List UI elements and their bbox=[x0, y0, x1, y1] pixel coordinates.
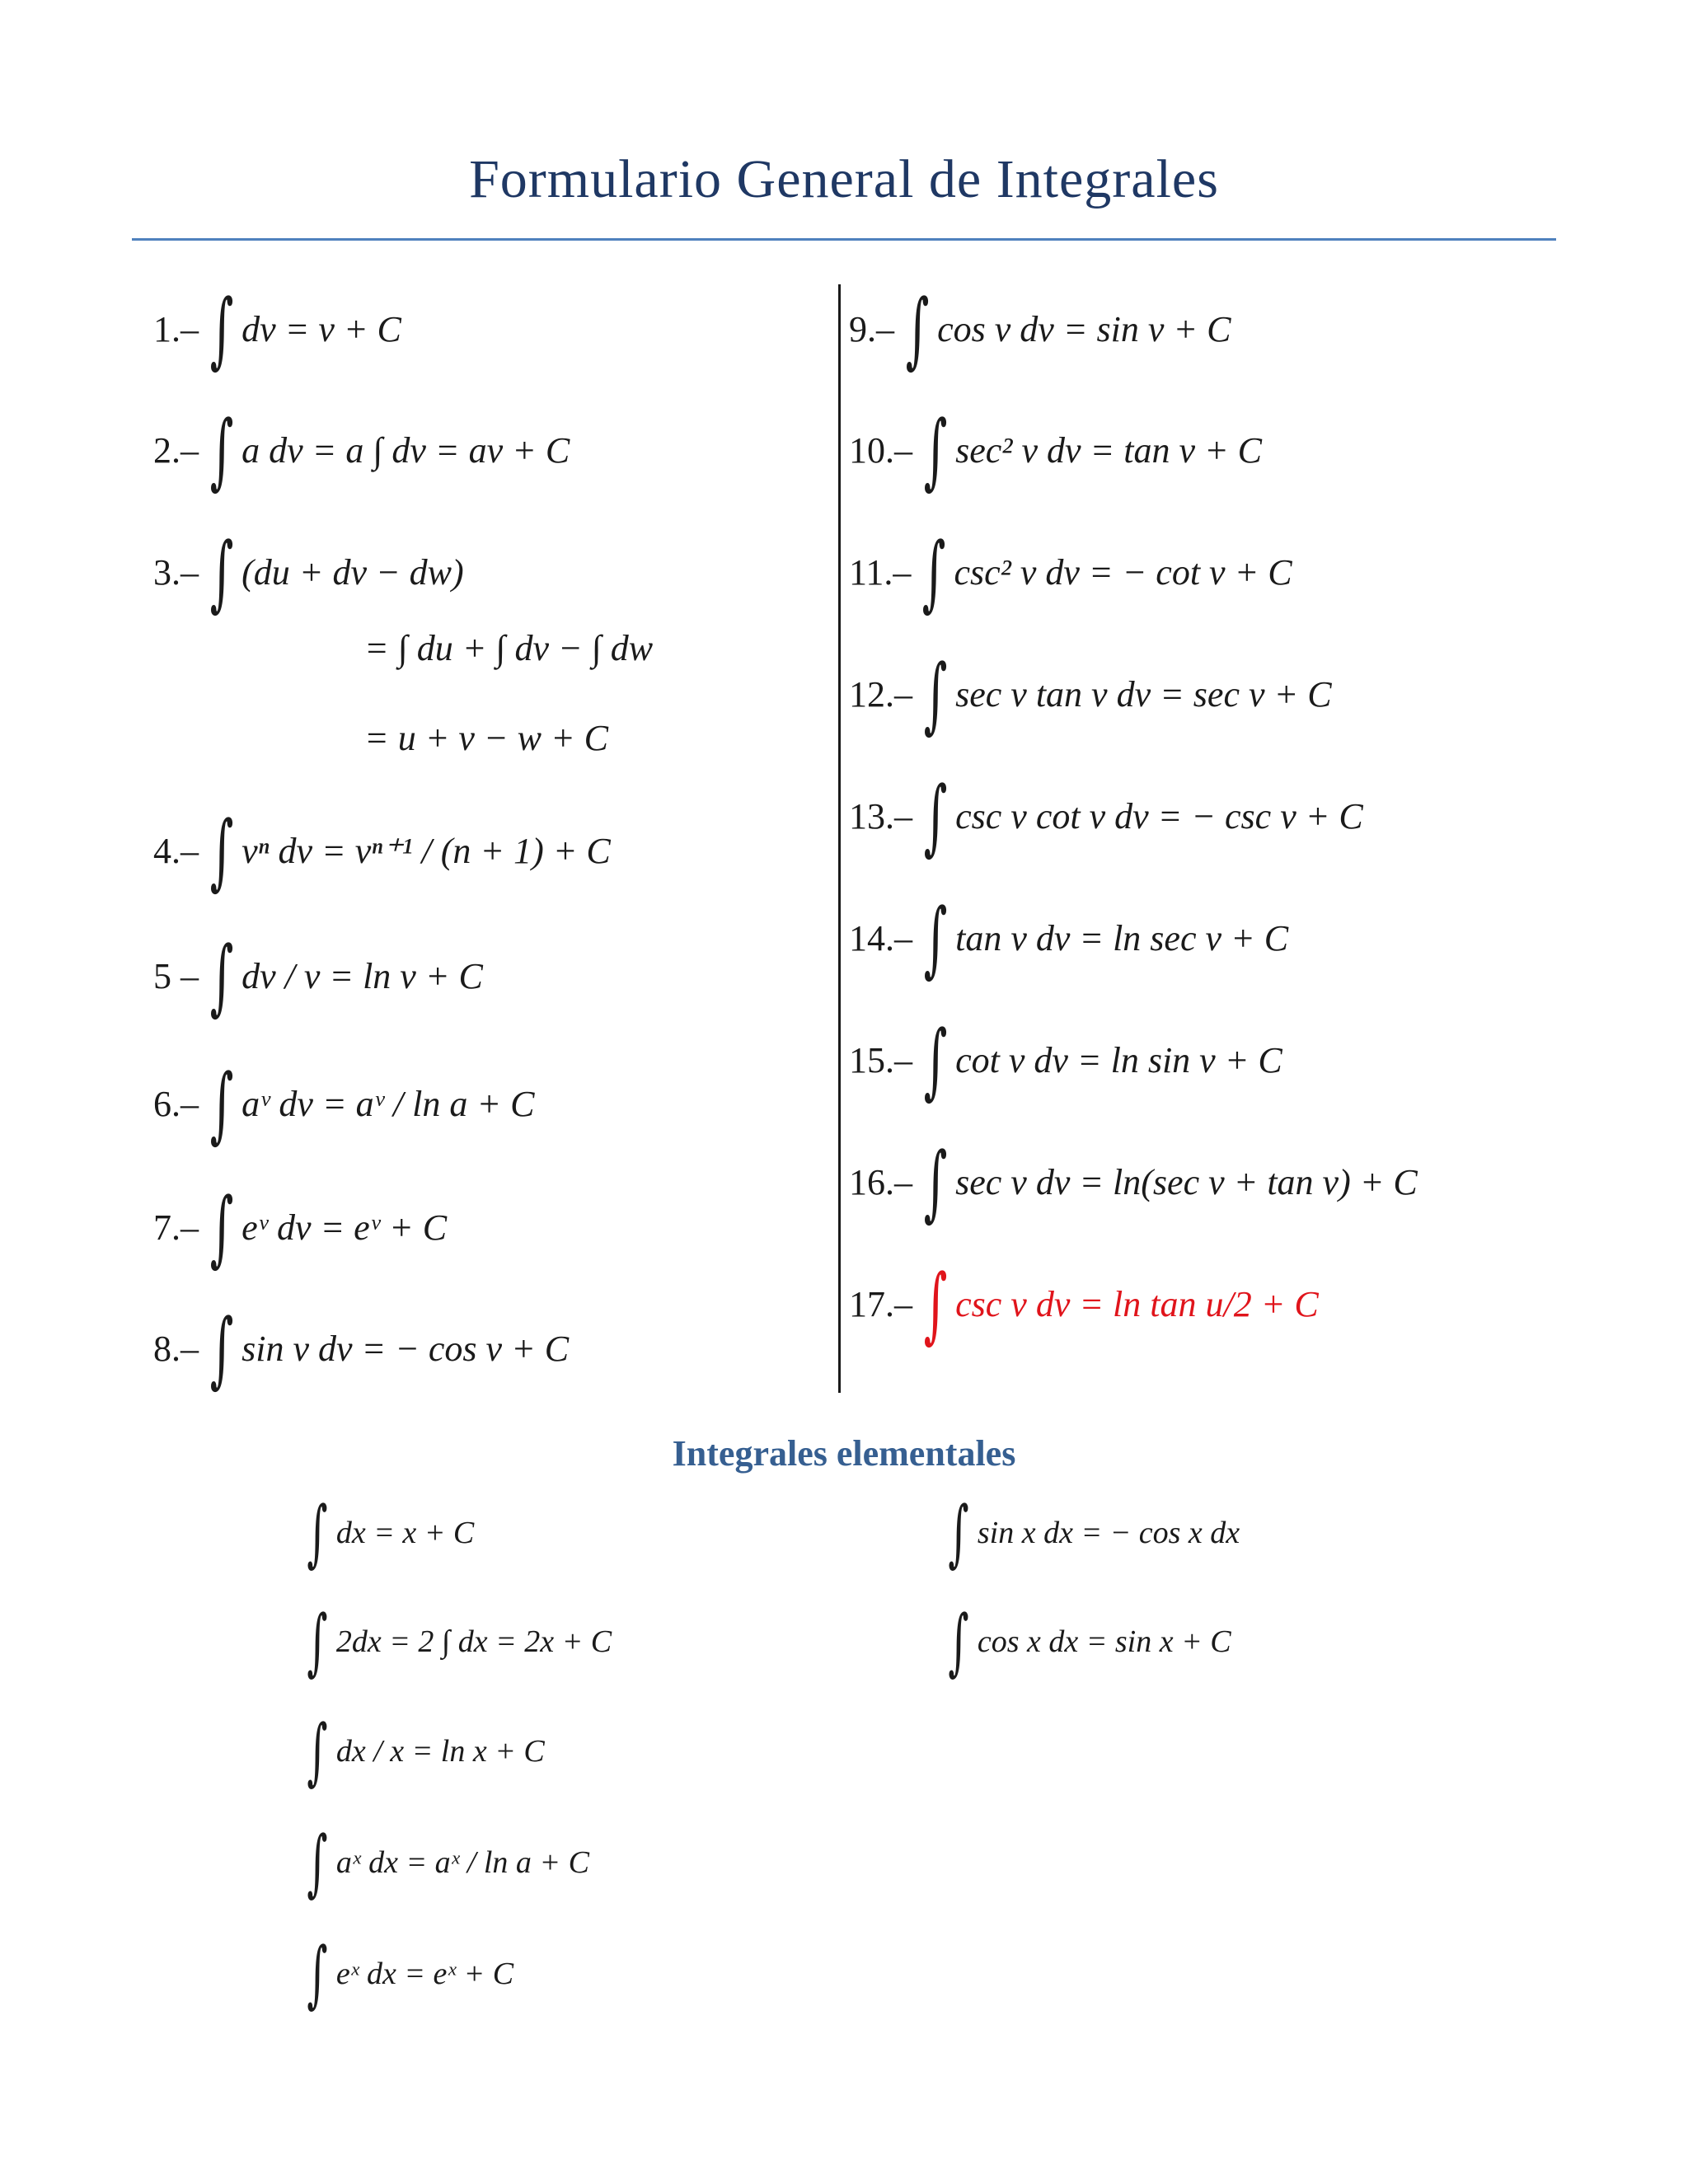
integral-sign-icon: ∫ bbox=[209, 1056, 234, 1152]
formula-15 bbox=[849, 1012, 1282, 1108]
formula-expression: cos x dx = sin x + C bbox=[977, 1624, 1231, 1659]
formula-14 bbox=[849, 890, 1289, 987]
integral-sign-icon: ∫ bbox=[948, 1599, 969, 1684]
formula-number: 13.– bbox=[849, 796, 912, 837]
formula-expression: dx / x = ln x + C bbox=[335, 1733, 545, 1769]
formula-number: 16.– bbox=[849, 1162, 912, 1202]
elemental-formula-6 bbox=[948, 1490, 1240, 1575]
integral-sign-icon: ∫ bbox=[209, 402, 234, 499]
integral-sign-icon: ∫ bbox=[209, 928, 234, 1024]
formula-expression: dx = x + C bbox=[335, 1515, 475, 1550]
formula-expression: 2dx = 2 ∫ dx = 2x + C bbox=[335, 1624, 612, 1659]
formula-expression: dv = v + C bbox=[241, 309, 401, 349]
integral-sign-icon: ∫ bbox=[209, 1301, 234, 1397]
elemental-formula-2 bbox=[307, 1599, 612, 1684]
formula-expression: a dv = a ∫ dv = av + C bbox=[241, 430, 570, 471]
formula-12 bbox=[849, 646, 1332, 743]
elemental-formula-1 bbox=[307, 1490, 475, 1575]
formula-expression: sec² v dv = tan v + C bbox=[955, 430, 1263, 471]
formula-number: 2.– bbox=[153, 430, 199, 471]
integral-sign-icon: ∫ bbox=[922, 524, 946, 621]
formula-2 bbox=[153, 402, 570, 499]
formula-17 bbox=[849, 1256, 1319, 1352]
formula-3-line-3 bbox=[346, 720, 608, 757]
integral-sign-icon: ∫ bbox=[307, 1820, 328, 1905]
formula-4 bbox=[153, 803, 611, 899]
formula-expression: sin x dx = − cos x dx bbox=[977, 1515, 1240, 1550]
formula-number: 4.– bbox=[153, 831, 199, 871]
integral-sign-icon: ∫ bbox=[923, 768, 948, 865]
integral-sign-icon: ∫ bbox=[307, 1490, 328, 1575]
formula-expression: sec v tan v dv = sec v + C bbox=[955, 674, 1332, 715]
formula-number: 8.– bbox=[153, 1329, 199, 1369]
formula-9 bbox=[849, 281, 1231, 377]
integral-sign-icon: ∫ bbox=[948, 1490, 969, 1575]
formula-expression: cot v dv = ln sin v + C bbox=[955, 1040, 1282, 1080]
formula-3-line-2 bbox=[346, 630, 653, 667]
integral-sign-icon: ∫ bbox=[209, 1179, 234, 1276]
formula-number: 6.– bbox=[153, 1084, 199, 1124]
formula-expression: csc v cot v dv = − csc v + C bbox=[955, 796, 1363, 837]
page-title: Formulario General de Integrales bbox=[469, 149, 1219, 209]
formula-number: 14.– bbox=[849, 918, 912, 958]
integral-sign-icon: ∫ bbox=[923, 890, 948, 987]
integral-sign-icon: ∫ bbox=[923, 1134, 948, 1230]
formula-expression: eᵛ dv = eᵛ + C bbox=[241, 1207, 448, 1248]
formula-expression: aᵛ dv = aᵛ / ln a + C bbox=[241, 1084, 535, 1124]
integral-sign-icon: ∫ bbox=[307, 1708, 328, 1793]
formula-number: 1.– bbox=[153, 309, 199, 349]
formula-number: 7.– bbox=[153, 1207, 199, 1248]
elemental-formula-4 bbox=[307, 1820, 589, 1905]
elemental-formula-7 bbox=[948, 1599, 1231, 1684]
integral-sign-icon: ∫ bbox=[923, 402, 948, 499]
integral-sign-icon: ∫ bbox=[307, 1599, 328, 1684]
formula-number: 10.– bbox=[849, 430, 912, 471]
formula-expression: cos v dv = sin v + C bbox=[937, 309, 1231, 349]
formula-expression: sin v dv = − cos v + C bbox=[241, 1329, 570, 1369]
integral-sign-icon: ∫ bbox=[209, 281, 234, 377]
formula-13 bbox=[849, 768, 1363, 865]
formula-expression: = u + v − w + C bbox=[364, 718, 608, 758]
formula-1 bbox=[153, 281, 401, 377]
integral-sign-icon: ∫ bbox=[209, 524, 234, 621]
elemental-formula-3 bbox=[307, 1708, 545, 1793]
formula-expression: eˣ dx = eˣ + C bbox=[335, 1956, 514, 1991]
formula-expression: vⁿ dv = vⁿ⁺¹ / (n + 1) + C bbox=[241, 831, 611, 871]
title-divider bbox=[132, 238, 1556, 241]
formula-10 bbox=[849, 402, 1263, 499]
formula-8 bbox=[153, 1301, 570, 1397]
elemental-formula-5 bbox=[307, 1931, 514, 2016]
formula-expression: = ∫ du + ∫ dv − ∫ dw bbox=[364, 628, 654, 668]
section-subtitle: Integrales elementales bbox=[672, 1433, 1016, 1474]
column-divider bbox=[838, 284, 841, 1393]
formula-number: 5 – bbox=[153, 956, 199, 996]
formula-3 bbox=[153, 524, 464, 621]
formula-number: 11.– bbox=[849, 552, 912, 593]
formula-16 bbox=[849, 1134, 1418, 1230]
integral-sign-icon: ∫ bbox=[209, 803, 234, 899]
formula-7 bbox=[153, 1179, 448, 1276]
formula-expression: dv / v = ln v + C bbox=[241, 956, 483, 996]
formula-number: 12.– bbox=[849, 674, 912, 715]
formula-expression: csc v dv = ln tan u/2 + C bbox=[955, 1284, 1319, 1324]
formula-6 bbox=[153, 1056, 535, 1152]
integral-sign-icon: ∫ bbox=[905, 281, 930, 377]
integral-sign-icon: ∫ bbox=[923, 1012, 948, 1108]
integral-sign-icon: ∫ bbox=[923, 1256, 948, 1352]
formula-expression: tan v dv = ln sec v + C bbox=[955, 918, 1289, 958]
formula-expression: sec v dv = ln(sec v + tan v) + C bbox=[955, 1162, 1418, 1202]
integral-sign-icon: ∫ bbox=[923, 646, 948, 743]
formula-11 bbox=[849, 524, 1292, 621]
formula-number: 15.– bbox=[849, 1040, 912, 1080]
formula-5 bbox=[153, 928, 483, 1024]
formula-number: 3.– bbox=[153, 552, 199, 593]
formula-number: 9.– bbox=[849, 309, 894, 349]
integral-sign-icon: ∫ bbox=[307, 1931, 328, 2016]
formula-expression: csc² v dv = − cot v + C bbox=[954, 552, 1292, 593]
formula-expression: aˣ dx = aˣ / ln a + C bbox=[335, 1844, 589, 1880]
formula-number: 17.– bbox=[849, 1284, 912, 1324]
formula-expression: (du + dv − dw) bbox=[241, 552, 464, 593]
